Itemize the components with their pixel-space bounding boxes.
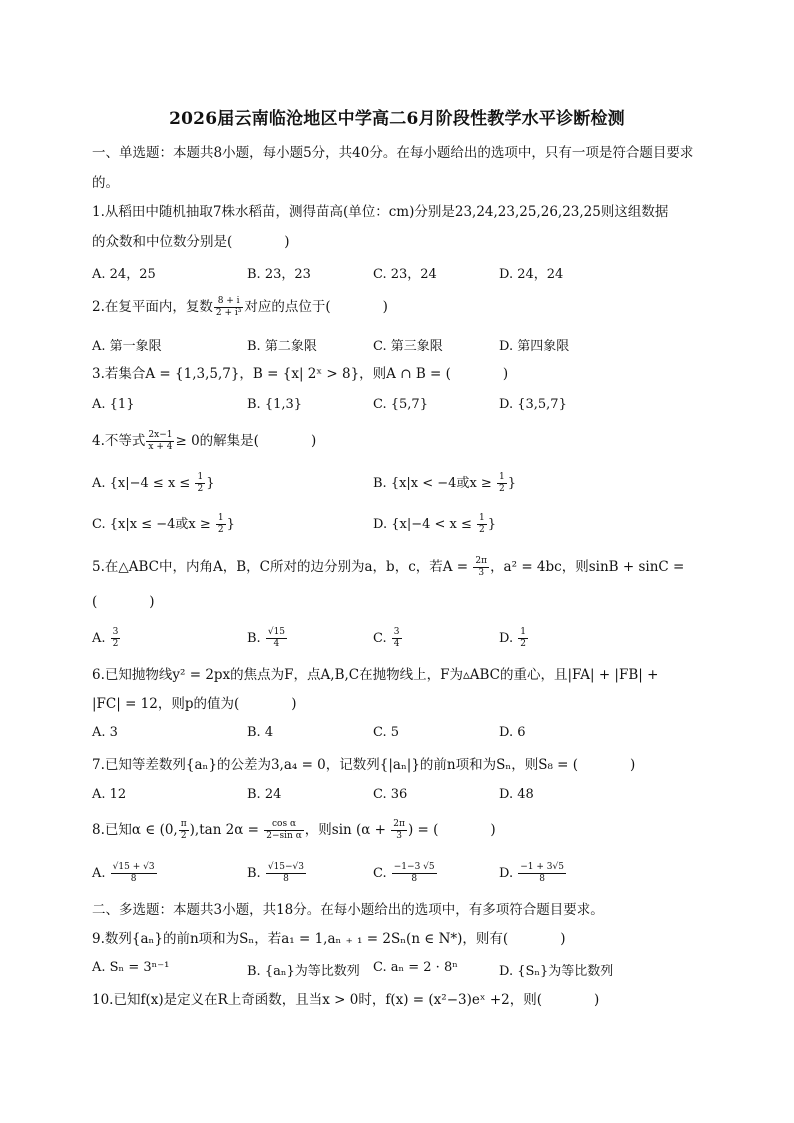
q8-option-a[interactable]: A. $\frac{√15 + √3}{8}$ (92, 862, 155, 884)
q1-option-b[interactable]: B. 23，23 (247, 267, 311, 282)
q8-stem: 8.已知α ∈ (0, $\frac{\pi}{2}$ ),tan 2α = $\frac{\text{cos α}}{\text{2−sin α}}$ ，则sin (α + $\frac{2\pi}{3}$ ) = ( ) (92, 819, 496, 841)
q1-line1: 1.从稻田中随机抽取7株水稻苗，测得苗高(单位：cm)分别是23,24,23,25,26,23,25则这组数据 (92, 204, 669, 220)
q1-option-c[interactable]: C. 23，24 (373, 267, 437, 282)
q6-option-d[interactable]: D. 6 (499, 725, 526, 740)
q6-options (92, 725, 712, 745)
q4-option-c[interactable]: C. {x|x ≤ −4或x ≥ $\frac{1}{2}$ } (92, 513, 235, 535)
q5-options (92, 627, 712, 653)
q2-fraction: $\frac{8 + i}{\text{2 + i³}}$ (215, 296, 242, 318)
q3-option-d[interactable]: D. {3,5,7} (499, 397, 567, 412)
q8-option-d[interactable]: D. $\frac{-1 + 3√5}{8}$ (499, 862, 564, 884)
q1-options (92, 263, 712, 283)
q7-stem: 7.已知等差数列{aₙ}的公差为3,a₄ = 0，记数列{|aₙ|}的前n项和为Sₙ，则S₈ = ( ) (92, 757, 636, 773)
q9-option-c[interactable]: C. aₙ = 2 · 8ⁿ (373, 960, 458, 975)
q6-line2: |FC| = 12，则p的值为( ) (92, 696, 297, 712)
q4-option-a[interactable]: A. {x|−4 ≤ x ≤ $\frac{1}{2}$ } (92, 472, 215, 494)
q4-fraction: $\frac{2x-1}{x + 4}$ (148, 430, 173, 452)
q5-option-b[interactable]: B. $\frac{√15}{4}$ (247, 627, 286, 649)
q2-stem: 2.在复平面内，复数 $\frac{8 + i}{\text{2 + i³}}$ 对应的点位于( ) (92, 296, 388, 318)
q9-option-b[interactable]: B. {aₙ}为等比数列 (247, 964, 360, 979)
section-2-header: 二、多选题：本题共3小题，共18分。在每小题给出的选项中，有多项符合题目要求。 (92, 902, 604, 918)
q5-stem: 5.在△ABC中，内角A，B，C所对的边分别为a，b，c，若A = $\frac{2\pi}{3}$ ，a² = 4bc，则sinB + sinC = (92, 556, 685, 578)
q4-stem: 4.不等式 $\frac{2x-1}{x + 4}$ ≥ 0的解集是( ) (92, 430, 317, 452)
q5-option-a[interactable]: A. $\frac{3}{2}$ (92, 627, 119, 649)
q6-line1: 6.已知抛物线y² = 2px的焦点为F，点A,B,C在抛物线上，F为▵ABC的重心，且|FA| + |FB| + (92, 667, 659, 683)
q7-option-a[interactable]: A. 12 (92, 787, 127, 802)
q5-line2: ( ) (92, 594, 155, 610)
q2-option-c[interactable]: C. 第三象限 (373, 339, 443, 354)
q7-option-c[interactable]: C. 36 (373, 787, 408, 802)
q8-option-b[interactable]: B. $\frac{√15-√3}{8}$ (247, 862, 305, 884)
q9-stem: 9.数列{aₙ}的前n项和为Sₙ，若a₁ = 1,aₙ ₊ ₁ = 2Sₙ(n ∈ N*)，则有( ) (92, 931, 566, 947)
q7-options (92, 787, 712, 807)
q7-option-d[interactable]: D. 48 (499, 787, 534, 802)
q3-option-b[interactable]: B. {1,3} (247, 397, 303, 412)
q2-options (92, 335, 712, 355)
q4-options-row2 (92, 513, 712, 537)
q9-option-a[interactable]: A. Sₙ = 3ⁿ⁻¹ (92, 960, 170, 975)
q7-option-b[interactable]: B. 24 (247, 787, 282, 802)
q8-options (92, 862, 712, 888)
q9-option-d[interactable]: D. {Sₙ}为等比数列 (499, 964, 614, 979)
q1-option-d[interactable]: D. 24，24 (499, 267, 564, 282)
q1-line2: 的众数和中位数分别是( ) (92, 234, 290, 250)
section-1-header: 一、单选题：本题共8小题，每小题5分，共40分。在每小题给出的选项中，只有一项是符合题目要求的。 (92, 145, 694, 191)
q5-option-d[interactable]: D. $\frac{1}{2}$ (499, 627, 526, 649)
q4-options-row1 (92, 472, 712, 496)
q6-option-a[interactable]: A. 3 (92, 725, 118, 740)
q8-option-c[interactable]: C. $\frac{-1-3 √5}{8}$ (373, 862, 435, 884)
q2-option-d[interactable]: D. 第四象限 (499, 339, 570, 354)
q6-option-b[interactable]: B. 4 (247, 725, 274, 740)
q10-stem: 10.已知f(x)是定义在R上奇函数，且当x > 0时，f(x) = (x²−3)eˣ +2，则( ) (92, 992, 600, 1008)
q2-option-a[interactable]: A. 第一象限 (92, 339, 162, 354)
q5-angle-fraction: $\frac{2\pi}{3}$ (475, 556, 488, 578)
q3-option-a[interactable]: A. {1} (92, 397, 135, 412)
q5-option-c[interactable]: C. $\frac{3}{4}$ (373, 627, 400, 649)
q9-options (92, 960, 712, 980)
q4-option-d[interactable]: D. {x|−4 < x ≤ $\frac{1}{2}$ } (373, 513, 497, 535)
q3-option-c[interactable]: C. {5,7} (373, 397, 428, 412)
q3-options (92, 397, 712, 417)
q1-option-a[interactable]: A. 24，25 (92, 267, 156, 282)
q6-option-c[interactable]: C. 5 (373, 725, 400, 740)
q3-stem: 3.若集合A = {1,3,5,7}，B = {x| 2ˣ > 8}，则A ∩ B = ( ) (92, 366, 509, 382)
page-title: 2026届云南临沧地区中学高二6月阶段性教学水平诊断检测 (169, 109, 625, 129)
q4-option-b[interactable]: B. {x|x < −4或x ≥ $\frac{1}{2}$ } (373, 472, 516, 494)
q2-option-b[interactable]: B. 第二象限 (247, 339, 317, 354)
